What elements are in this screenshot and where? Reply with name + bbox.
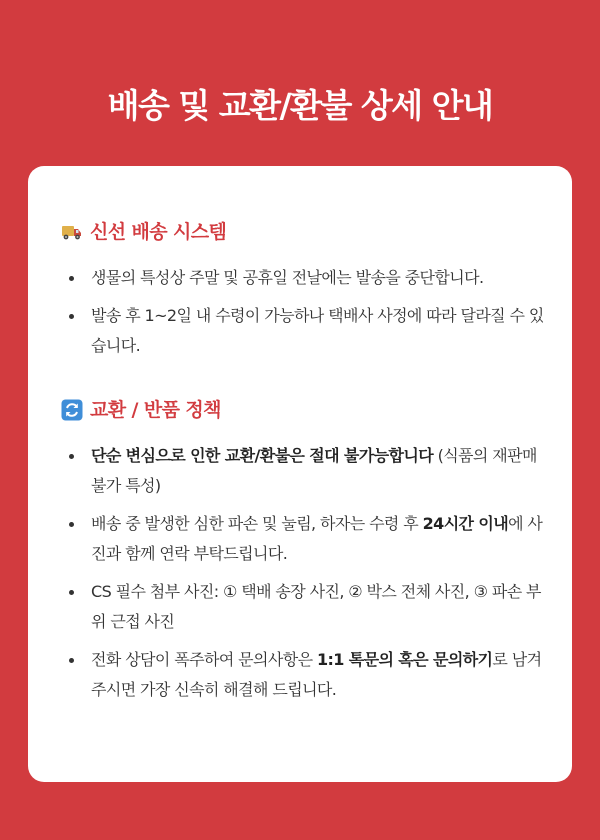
list-item: 전화 상담이 폭주하여 문의사항은 1:1 톡문의 혹은 문의하기로 남겨주시면 가장 신속히 해결해 드립니다. [61,645,551,705]
list-item: 단순 변심으로 인한 교환/환불은 절대 불가능합니다 (식품의 재판매 불가 특성) [61,441,551,501]
list-item: 발송 후 1~2일 내 수령이 가능하나 택배사 사정에 따라 달라질 수 있습니다. [61,301,551,361]
section-title-text: 신선 배송 시스템 [90,221,227,243]
truck-icon [61,221,83,243]
refresh-icon [61,399,83,421]
list-item: 생물의 특성상 주말 및 공휴일 전날에는 발송을 중단합니다. [61,263,551,293]
list-item: CS 필수 첨부 사진: ① 택배 송장 사진, ② 박스 전체 사진, ③ 파손 부위 근접 사진 [61,577,551,637]
delivery-list [61,263,551,361]
section-title-exchange [61,396,221,424]
exchange-list [61,441,551,705]
section-title-delivery [61,218,226,246]
list-item: 배송 중 발생한 심한 파손 및 눌림, 하자는 수령 후 24시간 이내에 사진과 함께 연락 부탁드립니다. [61,509,551,569]
info-card [28,166,572,782]
page-title: 배송 및 교환/환불 상세 안내 [107,86,493,125]
section-title-text: 교환 / 반품 정책 [90,399,221,421]
